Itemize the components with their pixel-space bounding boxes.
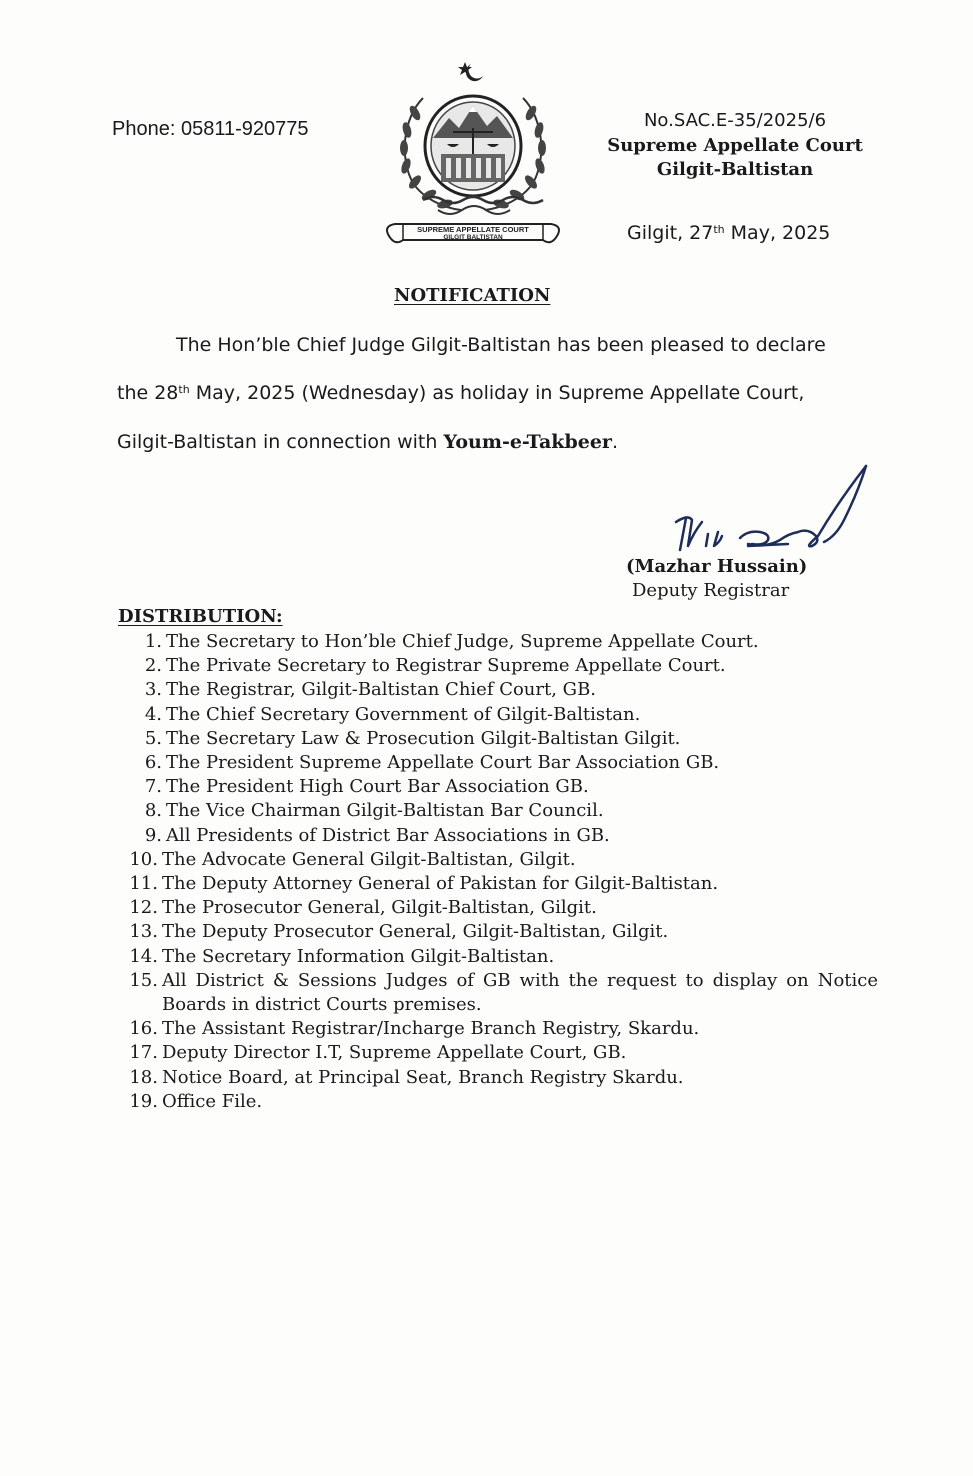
svg-text:GILGIT BALTISTAN: GILGIT BALTISTAN	[443, 234, 503, 241]
list-item: 19. Office File.	[129, 1090, 263, 1112]
list-item: 15. All District & Sessions Judges of GB with the request to display on Notice Boards in district Courts premises.	[129, 969, 878, 1016]
list-item: 14. The Secretary Information Gilgit-Baltistan.	[129, 945, 555, 967]
list-item: 10. The Advocate General Gilgit-Baltistan, Gilgit.	[129, 848, 576, 870]
court-region: Gilgit-Baltistan	[656, 159, 814, 180]
list-item: 12. The Prosecutor General, Gilgit-Baltistan, Gilgit.	[129, 897, 597, 919]
notification-line-1: The Hon’ble Chief Judge Gilgit-Baltistan has been pleased to declare	[176, 334, 826, 356]
issue-date: Gilgit, 27th May, 2025	[627, 222, 831, 244]
list-item: 11. The Deputy Attorney General of Pakistan for Gilgit-Baltistan.	[129, 873, 719, 895]
court-name: Supreme Appellate Court	[607, 135, 863, 156]
list-item: 17. Deputy Director I.T, Supreme Appellate Court, GB.	[129, 1042, 627, 1064]
notification-title: NOTIFICATION	[394, 285, 551, 306]
list-item: 1. The Secretary to Hon’ble Chief Judge, Supreme Appellate Court.	[144, 631, 759, 652]
phone-number: Phone: 05811-920775	[112, 118, 309, 140]
notification-line-2: the 28th May, 2025 (Wednesday) as holiday in Supreme Appellate Court,	[117, 382, 805, 404]
list-item: 18. Notice Board, at Principal Seat, Branch Registry Skardu.	[129, 1066, 684, 1088]
notification-line-3: Gilgit-Baltistan in connection with Youm-e-Takbeer.	[117, 431, 618, 453]
list-item: 5. The Secretary Law & Prosecution Gilgit-Baltistan Gilgit.	[144, 727, 681, 749]
list-item: 9. All Presidents of District Bar Associations in GB.	[144, 824, 610, 846]
reference-number: No.SAC.E-35/2025/6	[643, 110, 827, 131]
court-emblem-icon	[383, 58, 563, 254]
list-item: 2. The Private Secretary to Registrar Supreme Appellate Court.	[144, 655, 726, 677]
list-item: 8. The Vice Chairman Gilgit-Baltistan Bar Council.	[144, 800, 604, 822]
list-item: 3. The Registrar, Gilgit-Baltistan Chief Court, GB.	[144, 679, 597, 701]
list-item: 6. The President Supreme Appellate Court Bar Association GB.	[144, 752, 720, 774]
list-item: 13. The Deputy Prosecutor General, Gilgit-Baltistan, Gilgit.	[129, 921, 669, 943]
distribution-list	[118, 630, 878, 1114]
distribution-heading: DISTRIBUTION:	[118, 606, 283, 627]
signatory-title: Deputy Registrar	[632, 580, 790, 601]
list-item: 4. The Chief Secretary Government of Gilgit-Baltistan.	[144, 703, 641, 725]
reference-block	[590, 108, 880, 182]
list-item: 7. The President High Court Bar Association GB.	[144, 776, 589, 798]
svg-text:SUPREME APPELLATE COURT: SUPREME APPELLATE COURT	[417, 225, 529, 234]
signatory-name: (Mazhar Hussain)	[626, 556, 808, 577]
list-item: 16. The Assistant Registrar/Incharge Branch Registry, Skardu.	[129, 1018, 700, 1040]
